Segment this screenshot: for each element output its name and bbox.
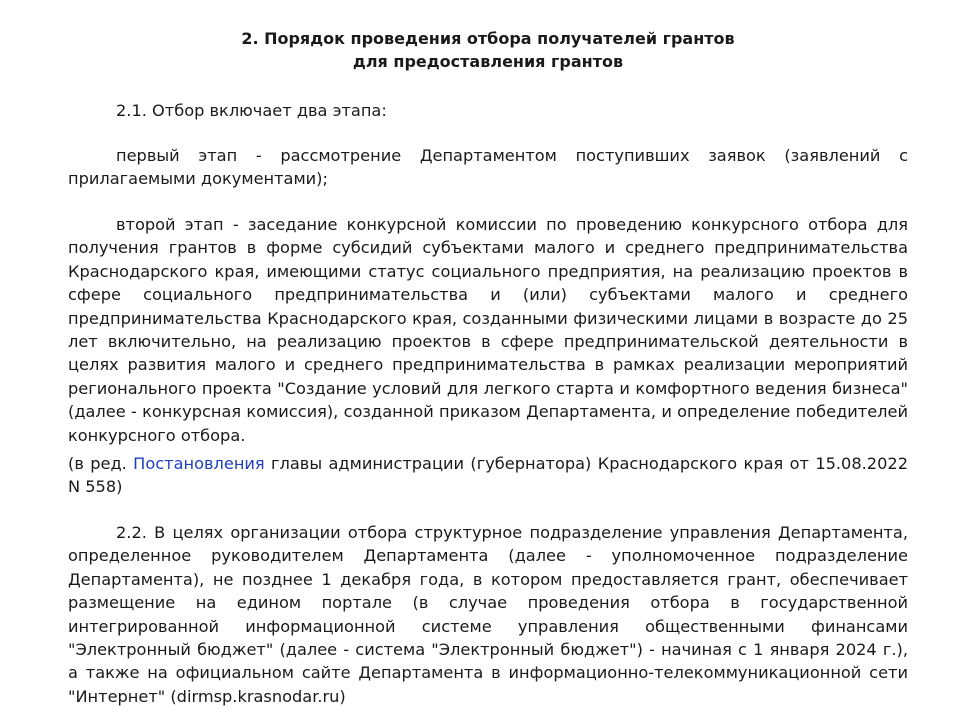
paragraph-second-stage: второй этап - заседание конкурсной комиссии по проведению конкурсного отбора для получения грантов в форме субсидий субъектами малого и среднего предпринимательства Краснодарского края, имеющими статус социального предприятия, на реализацию проектов в сфере социального предпринимательства и (или) субъектами малого и среднего предпринимательства Краснодарского края, созданными физическими лицами в возрасте до 25 лет включительно, на реализацию проектов в сфере предпринимательской деятельности в целях развития малого и среднего предпринимательства в рамках реализации мероприятий регионального проекта "Создание условий для легкого старта и комфортного ведения бизнеса" (далее - конкурсная комиссия), созданной приказом Департамента, и определение победителей конкурсного отбора. [68, 215, 908, 445]
paragraph-first-stage: первый этап - рассмотрение Департаментом поступивших заявок (заявлений с прилагаемыми документами); [68, 146, 908, 189]
section-heading [0, 27, 976, 74]
section-heading-line-1: 2. Порядок проведения отбора получателей грантов [241, 29, 735, 48]
paragraph-2-1: 2.1. Отбор включает два этапа: [116, 101, 387, 120]
amendment-note-suffix: главы администрации (губернатора) Краснодарского края от 15.08.2022 N 558) [68, 454, 908, 497]
amendment-note [68, 452, 908, 499]
paragraph-2-2: 2.2. В целях организации отбора структурное подразделение управления Департамента, определенное руководителем Департамента (далее - уполномоченное подразделение Департамента), не позднее 1 декабря года, в котором предоставляется грант, обеспечивает размещение на едином портале (в случае проведения отбора в государственной интегрированной информационной системе управления общественными финансами "Электронный бюджет" (далее - система "Электронный бюджет") - начиная с 1 января 2024 г.), а также на официальном сайте Департамента в информационно-телекоммуникационной сети "Интернет" (dirmsp.krasnodar.ru) [68, 523, 908, 706]
resolution-link[interactable]: Постановления [133, 454, 265, 473]
section-heading-line-2: для предоставления грантов [352, 52, 624, 72]
amendment-note-prefix: (в ред. [68, 454, 134, 473]
